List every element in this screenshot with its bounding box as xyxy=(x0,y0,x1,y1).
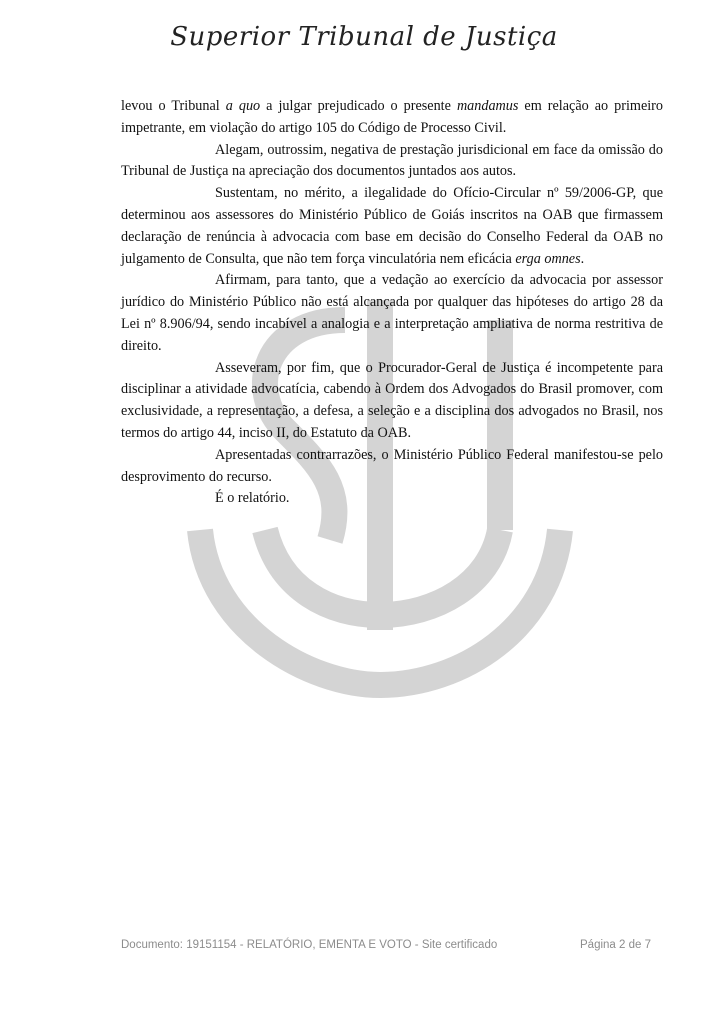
paragraph-3: Sustentam, no mérito, a ilegalidade do Ofício-Circular nº 59/2006-GP, que determinou aos assessores do Ministério Público de Goiás inscritos na OAB que firmassem declaração de renúncia à advocacia com base em decisão do Conselho Federal da OAB no julgamento de Consulta, que não tem força vinculatória nem eficácia erga omnes. xyxy=(121,185,663,267)
paragraph-2: Alegam, outrossim, negativa de prestação jurisdicional em face da omissão do Tribunal de Justiça na apreciação dos documentos juntados aos autos. xyxy=(121,141,663,180)
court-header-title: Superior Tribunal de Justiça xyxy=(170,22,558,52)
paragraph-7: É o relatório. xyxy=(215,490,290,507)
document-body xyxy=(121,96,663,510)
paragraph-6: Apresentadas contrarrazões, o Ministério Público Federal manifestou-se pelo desprovimento do recurso. xyxy=(121,446,663,485)
footer-document-info: Documento: 19151154 - RELATÓRIO, EMENTA E VOTO - Site certificado xyxy=(121,939,498,951)
paragraph-1: levou o Tribunal a quo a julgar prejudicado o presente mandamus em relação ao primeiro impetrante, em violação do artigo 105 do Código de Processo Civil. xyxy=(121,98,663,136)
paragraph-4: Afirmam, para tanto, que a vedação ao exercício da advocacia por assessor jurídico do Ministério Público não está alcançada por qualquer das hipóteses do artigo 28 da Lei nº 8.906/94, sendo incabível a analogia e a interpretação ampliativa de norma restritiva de direito. xyxy=(121,272,663,354)
footer-page-number: Página 2 de 7 xyxy=(580,939,651,951)
paragraph-5: Asseveram, por fim, que o Procurador-Geral de Justiça é incompetente para disciplinar a atividade advocatícia, cabendo à Ordem dos Advogados do Brasil promover, com exclusividade, a representação, a defesa, a seleção e a disciplina dos advogados no Brasil, nos termos do artigo 44, inciso II, do Estatuto da OAB. xyxy=(121,359,663,441)
